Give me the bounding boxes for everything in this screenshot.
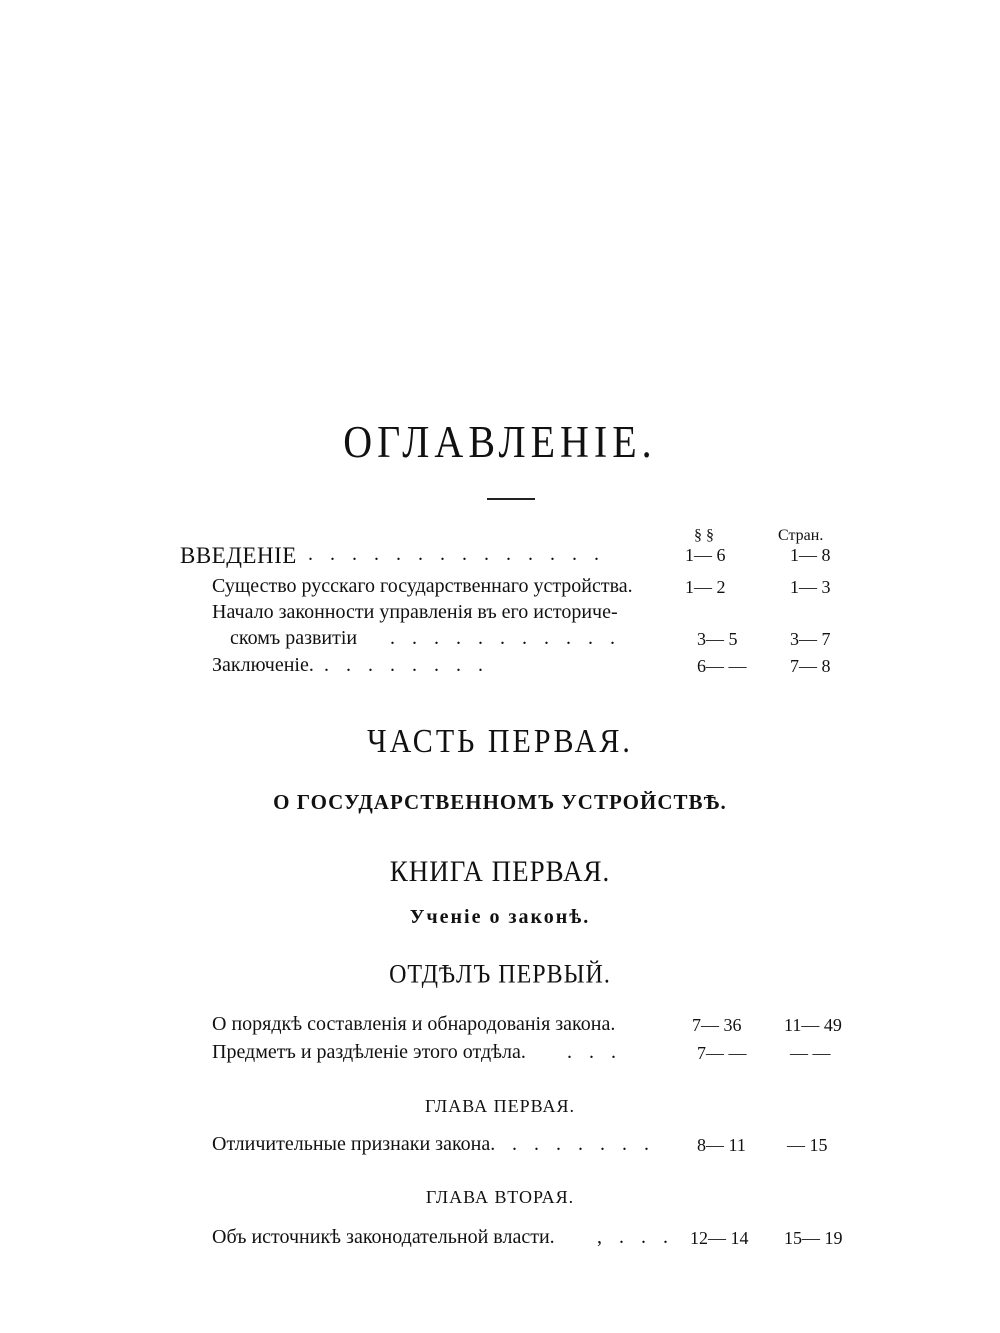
toc-entry[interactable] (212, 601, 852, 627)
leader-dots: . . . . . . . . (324, 654, 489, 676)
leader-dots: . . . . . . . . . . . (390, 627, 621, 649)
toc-entry-introduction[interactable] (180, 543, 860, 569)
toc-entry-label: О порядкѣ составленія и обнародованія закона. (212, 1013, 616, 1035)
column-header-pages: Стран. (778, 527, 824, 544)
page-range: — — (790, 1043, 831, 1063)
toc-entry[interactable] (212, 1013, 852, 1039)
toc-entry-label: Заключеніе. (212, 654, 314, 676)
paragraph-range: 3— 5 (697, 629, 738, 649)
section-title: ОТДѢЛЪ ПЕРВЫЙ. (389, 960, 611, 990)
page-range: 3— 7 (790, 629, 831, 649)
paragraph-range: 7— 36 (692, 1015, 742, 1035)
toc-entry-label: скомъ развитіи (230, 627, 358, 649)
leader-dots: . . . (567, 1041, 622, 1063)
toc-entry[interactable] (212, 1133, 852, 1159)
paragraph-range: 8— 11 (697, 1135, 746, 1155)
paragraph-range: 12— 14 (690, 1228, 749, 1248)
toc-entry[interactable] (212, 654, 852, 680)
chapter-title: ГЛАВА ПЕРВАЯ. (424, 1096, 575, 1116)
page-title: ОГЛАВЛЕНІЕ. (343, 415, 657, 468)
chapter-title: ГЛАВА ВТОРАЯ. (425, 1187, 575, 1207)
page-range: 15— 19 (784, 1228, 843, 1248)
paragraph-range: 6— — (697, 656, 747, 676)
page-range: 7— 8 (790, 656, 831, 676)
toc-entry-label: ВВЕДЕНІЕ (180, 543, 297, 568)
page-range: 1— 3 (790, 577, 831, 597)
toc-entry[interactable] (212, 575, 852, 601)
paragraph-range: 7— — (697, 1043, 747, 1063)
title-divider (487, 498, 535, 500)
page-range: — 15 (787, 1135, 828, 1155)
part-subtitle: О ГОСУДАРСТВЕННОМЪ УСТРОЙСТВѢ. (273, 790, 727, 814)
toc-entry-label: Предметъ и раздѣленіе этого отдѣла. (212, 1041, 526, 1063)
toc-entry[interactable] (212, 1226, 852, 1252)
book-subtitle: Ученіе о законѣ. (409, 906, 591, 928)
column-header-paragraphs: § § (694, 527, 714, 544)
toc-entry[interactable] (212, 1041, 852, 1067)
leader-dots: . . . . . . . (512, 1133, 655, 1155)
page-range: 1— 8 (790, 545, 831, 565)
paragraph-range: 1— 2 (685, 577, 726, 597)
book-title: КНИГА ПЕРВАЯ. (389, 854, 611, 888)
leader-dots: . . . . . . . . . . . . . . (308, 543, 605, 565)
part-title: ЧАСТЬ ПЕРВАЯ. (367, 722, 633, 760)
toc-entry-label: Отличительные признаки закона. (212, 1133, 496, 1155)
leader-dots: , . . . (597, 1226, 674, 1248)
paragraph-range: 1— 6 (685, 545, 726, 565)
toc-entry-label: Объ источникѣ законодательной власти. (212, 1226, 555, 1248)
toc-entry-label: Существо русскаго государственнаго устройства. (212, 575, 633, 597)
toc-entry[interactable] (230, 627, 870, 653)
toc-entry-label: Начало законности управленія въ его историче- (212, 601, 618, 623)
page-range: 11— 49 (784, 1015, 842, 1035)
